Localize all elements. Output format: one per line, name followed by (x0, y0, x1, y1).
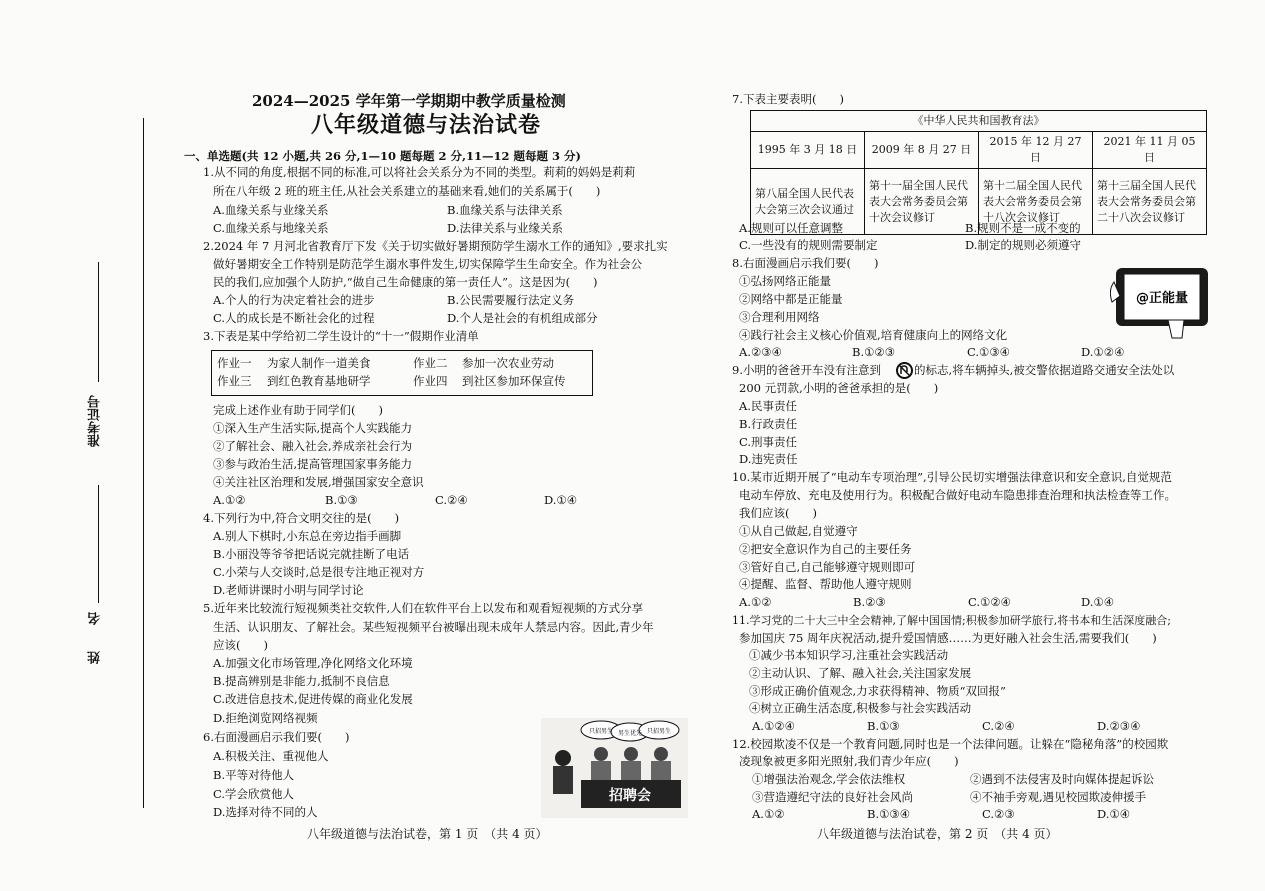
person-2-body (591, 761, 611, 781)
q12-choice-b: B.①③④ (867, 807, 911, 821)
sign-text-1: 只招男生 (588, 728, 614, 735)
q3-choice-a: A.①② (213, 493, 246, 507)
q7-option-c: C.一些没有的规则需要制定 (739, 238, 878, 252)
sign-text-2: 男生优先 (617, 730, 643, 737)
job-fair-cartoon (541, 718, 688, 818)
q9-option-c: C.刑事责任 (739, 435, 798, 449)
law-event-3: 第十二届全国人民代表大会常务委员会第十八次会议修订 (979, 169, 1093, 235)
q2-option-c: C.人的成长是不断社会化的过程 (213, 311, 375, 325)
person-3-body (621, 761, 641, 781)
q9-option-d: D.违宪责任 (739, 452, 798, 466)
q11-choice-a: A.①②④ (752, 719, 795, 733)
hand-right-icon (1168, 320, 1184, 338)
q8-item3: ③合理利用网络 (739, 310, 820, 324)
person-4-body (651, 761, 671, 781)
q2-option-b: B.公民需要履行法定义务 (447, 293, 575, 307)
q4-option-c: C.小荣与人交谈时,总是很专注地正视对方 (213, 565, 425, 579)
q1-line1: 1.从不同的角度,根据不同的标准,可以将社会关系分为不同的类型。莉莉的妈妈是莉莉 (203, 165, 636, 179)
q10-choice-a: A.①② (739, 595, 772, 609)
q10-item3: ③管好自己,自己能够遵守规则即可 (739, 560, 916, 574)
q6-option-c: C.学会欣赏他人 (213, 787, 295, 801)
person-4-head (654, 747, 668, 761)
q12-item1: ①增强法治观念,学会依法维权 (752, 772, 906, 786)
q3-item1: ①深入生产生活实际,提高个人实践能力 (213, 421, 413, 435)
assignment-4-value: 到社区参加环保宣传 (462, 374, 566, 388)
name-label: 姓 名 (88, 612, 103, 664)
q9-option-a: A.民事责任 (739, 399, 797, 413)
q5-option-d: D.拒绝浏览网络视频 (213, 711, 318, 725)
law-event-4: 第十三届全国人民代表大会常务委员会第二十八次会议修订 (1093, 169, 1207, 235)
footer-left: 八年级道德与法治试卷，第 1 页 （共 4 页） (307, 827, 548, 841)
q11-choice-b: B.①③ (867, 719, 900, 733)
person-1-body (553, 766, 573, 794)
q1-line2: 所在八年级 2 班的班主任,从社会关系建立的基础来看,她们的关系属于( ) (213, 184, 601, 198)
q10-line1: 10.某市近期开展了“电动车专项治理”,引导公民切实增强法律意识和安全意识,自觉规范 (732, 470, 1172, 484)
assignment-2-key: 作业二 (413, 356, 448, 370)
q7-option-a: A.规则可以任意调整 (739, 221, 843, 235)
law-date-1: 1995 年 3 月 18 日 (751, 132, 865, 169)
tablet-text: @正能量 (1135, 291, 1189, 306)
q5-line3: 应该( ) (213, 638, 268, 652)
no-u-turn-sign-icon (896, 362, 913, 379)
q4-option-a: A.别人下棋时,小东总在旁边指手画脚 (213, 529, 402, 543)
assignment-table (211, 350, 593, 396)
q11-item4: ④树立正确生活态度,积极参与社会实践活动 (749, 701, 972, 715)
q9-line1-start: 9.小明的爸爸开车没有注意到 (732, 363, 881, 377)
section-heading: 一、单选题(共 12 小题,共 26 分,1—10 题每题 2 分,11—12 题每题 3 分) (184, 149, 581, 163)
law-date-4: 2021 年 11 月 05 日 (1093, 132, 1207, 169)
q5-line1: 5.近年来比较流行短视频类社交软件,人们在软件平台上以发布和观看短视频的方式分享 (203, 601, 644, 615)
q5-option-b: B.提高辨别是非能力,抵制不良信息 (213, 674, 390, 688)
q12-choice-a: A.①② (752, 807, 785, 821)
q8-item4: ④践行社会主义核心价值观,培育健康向上的网络文化 (739, 328, 1008, 342)
exam-title: 八年级道德与法治试卷 (311, 112, 542, 138)
q10-choice-b: B.②③ (853, 595, 886, 609)
positive-energy-cartoon (1110, 262, 1214, 342)
q1-option-b: B.血缘关系与法律关系 (447, 203, 563, 217)
q4-option-b: B.小丽没等爷爷把话说完就挂断了电话 (213, 547, 410, 561)
q3-line1: 3.下表是某中学给初二学生设计的“十一”假期作业清单 (203, 329, 479, 343)
q3-choice-b: B.①③ (325, 493, 358, 507)
q11-line2: 参加国庆 75 周年庆祝活动,提升爱国情感……为更好融入社会生活,需要我们( ) (739, 631, 1157, 645)
q5-line2: 生活、认识朋友、了解社会。某些短视频平台被曝出现未成年人禁忌内容。因此,青少年 (213, 620, 654, 634)
assignment-3-value: 到红色教育基地研学 (267, 374, 371, 388)
q8-line1: 8.右面漫画启示我们要( ) (732, 256, 879, 270)
q3-item3: ③参与政治生活,提高管理国家事务能力 (213, 457, 413, 471)
q2-option-a: A.个人的行为决定着社会的进步 (213, 293, 375, 307)
sign-text-3: 只招男生 (646, 728, 672, 735)
q3-choice-d: D.①④ (544, 493, 578, 507)
law-event-2: 第十一届全国人民代表大会常务委员会第十次会议修订 (865, 169, 979, 235)
q11-choice-c: C.②④ (982, 719, 1015, 733)
q4-line1: 4.下列行为中,符合文明交往的是( ) (203, 511, 400, 525)
person-3-head (624, 747, 638, 761)
q10-choice-d: D.①④ (1081, 595, 1115, 609)
q2-line3: 民的我们,应加强个人防护,“做自己生命健康的第一责任人”。这是因为( ) (213, 275, 598, 289)
q10-item1: ①从自己做起,自觉遵守 (739, 524, 858, 538)
q12-line2: 凌现象被更多阳光照射,我们青少年应( ) (739, 754, 959, 768)
q2-option-d: D.个人是社会的有机组成部分 (447, 311, 598, 325)
law-date-2: 2009 年 8 月 27 日 (865, 132, 979, 169)
law-date-3: 2015 年 12 月 27 日 (979, 132, 1093, 169)
education-law-table (750, 110, 1207, 235)
q12-item4: ④不袖手旁观,遇见校园欺凌伸援手 (970, 790, 1147, 804)
q6-option-a: A.积极关注、重视他人 (213, 749, 329, 763)
q10-choice-c: C.①②④ (968, 595, 1011, 609)
q4-option-d: D.老师讲课时小明与同学讨论 (213, 583, 364, 597)
q1-option-d: D.法律关系与业缘关系 (447, 221, 563, 235)
q12-choice-c: C.②③ (982, 807, 1015, 821)
q11-item3: ③形成正确价值观念,力求获得精神、物质“双回报” (749, 684, 1006, 698)
person-2-head (594, 747, 608, 761)
law-table-title: 《中华人民共和国教育法》 (751, 111, 1207, 132)
q3-choice-c: C.②④ (435, 493, 468, 507)
q8-item2: ②网络中都是正能量 (739, 292, 843, 306)
q12-line1: 12.校园欺凌不仅是一个教育问题,同时也是一个法律问题。让躲在“隐秘角落”的校园欺 (732, 737, 1169, 751)
q1-option-c: C.血缘关系与地缘关系 (213, 221, 329, 235)
q8-choice-a: A.②③④ (739, 345, 782, 359)
assignment-2-value: 参加一次农业劳动 (462, 356, 554, 370)
q11-choice-d: D.②③④ (1097, 719, 1141, 733)
margin-line (143, 118, 144, 808)
q7-option-b: B.规则不是一成不变的 (965, 221, 1081, 235)
q8-choice-d: D.①②④ (1081, 345, 1125, 359)
q5-option-a: A.加强文化市场管理,净化网络文化环境 (213, 656, 413, 670)
exam-id-blank (98, 262, 99, 382)
q5-option-c: C.改进信息技术,促进传媒的商业化发展 (213, 692, 413, 706)
q3-item2: ②了解社会、融入社会,养成亲社会行为 (213, 439, 413, 453)
q10-item2: ②把安全意识作为自己的主要任务 (739, 542, 912, 556)
q6-option-b: B.平等对待他人 (213, 768, 295, 782)
exam-id-label: 准考证号 (88, 395, 103, 447)
assignment-1-value: 为家人制作一道美食 (267, 356, 371, 370)
q12-item2: ②遇到不法侵害及时向媒体提起诉讼 (970, 772, 1154, 786)
footer-right: 八年级道德与法治试卷，第 2 页 （共 4 页） (817, 827, 1058, 841)
assignment-3-key: 作业三 (217, 374, 252, 388)
name-blank (98, 485, 99, 603)
q9-line1-end: 的标志,将车辆掉头,被交警依据道路交通安全法处以 (914, 363, 1175, 377)
q11-item2: ②主动认识、了解、融入社会,关注国家发展 (749, 666, 972, 680)
q1-option-a: A.血缘关系与业缘关系 (213, 203, 329, 217)
q8-choice-c: C.①③④ (967, 345, 1010, 359)
q12-choice-d: D.①④ (1097, 807, 1131, 821)
assignment-4-key: 作业四 (413, 374, 448, 388)
q12-item3: ③营造遵纪守法的良好社会风尚 (752, 790, 913, 804)
exam-subtitle: 2024—2025 学年第一学期期中教学质量检测 (252, 92, 566, 110)
q10-line3: 我们应该( ) (739, 506, 817, 520)
q10-line2: 电动车停放、充电及使用行为。积极配合做好电动车隐患排查治理和执法检查等工作。 (739, 488, 1176, 502)
q11-line1: 11.学习党的二十大三中全会精神,了解中国国情;积极参加研学旅行,将书本和生活深度融合; (732, 614, 1171, 627)
person-1-head (555, 750, 571, 766)
q8-choice-b: B.①②③ (852, 345, 896, 359)
q2-line2: 做好暑期安全工作特别是防范学生溺水事件发生,切实保障学生生命安全。作为社会公 (213, 257, 643, 271)
q9-option-b: B.行政责任 (739, 417, 798, 431)
q6-option-d: D.选择对待不同的人 (213, 805, 318, 819)
q11-item1: ①减少书本知识学习,注重社会实践活动 (749, 648, 949, 662)
assignment-1-key: 作业一 (217, 356, 252, 370)
q7-line1: 7.下表主要表明( ) (732, 92, 844, 106)
banner-text: 招聘会 (609, 788, 651, 804)
q7-option-d: D.制定的规则必须遵守 (965, 238, 1081, 252)
q10-item4: ④提醒、监督、帮助他人遵守规则 (739, 577, 912, 591)
q9-line2: 200 元罚款,小明的爸爸承担的是( ) (739, 381, 939, 395)
q8-item1: ①弘扬网络正能量 (739, 274, 831, 288)
q3-line2: 完成上述作业有助于同学们( ) (213, 403, 383, 417)
law-event-1: 第八届全国人民代表大会第三次会议通过 (751, 169, 865, 235)
q6-line1: 6.右面漫画启示我们要( ) (203, 730, 350, 744)
q3-item4: ④关注社区治理和发展,增强国家安全意识 (213, 475, 424, 489)
q2-line1: 2.2024 年 7 月河北省教育厅下发《关于切实做好暑期预防学生溺水工作的通知》,要求扎实 (203, 239, 668, 253)
